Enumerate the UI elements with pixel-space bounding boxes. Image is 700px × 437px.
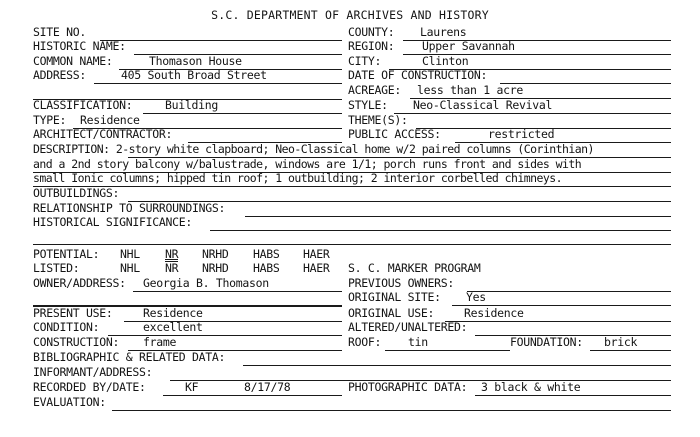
recorded-by-value: KF <box>185 380 199 394</box>
photographic-data-line <box>475 395 671 396</box>
original-site-value: Yes <box>466 290 486 304</box>
style-value: Neo-Classical Revival <box>413 98 553 112</box>
listed-nr <box>165 263 178 275</box>
photographic-data-label: PHOTOGRAPHIC DATA: <box>348 380 468 394</box>
original-site-label: ORIGINAL SITE: <box>348 290 441 304</box>
theme-label: THEME(S): <box>348 113 408 127</box>
listed-nhl: NHL <box>120 261 140 275</box>
present-use-label: PRESENT USE: <box>33 306 113 320</box>
site-no-label: SITE NO. <box>33 25 86 39</box>
listed-label: LISTED: <box>33 261 80 275</box>
recorded-date-value: 8/17/78 <box>244 380 291 394</box>
evaluation-line <box>112 410 671 411</box>
photographic-data-value: 3 black & white <box>481 380 581 394</box>
bibliographic-line <box>243 365 671 366</box>
classification-top-line <box>33 99 342 100</box>
foundation-line <box>590 350 671 351</box>
condition-label: CONDITION: <box>33 320 100 334</box>
description-line-2: and a 2nd story balcony w/balustrade, windows are 1/1; porch runs front and sides with <box>33 157 582 171</box>
condition-value: excellent <box>143 320 203 334</box>
potential-haer: HAER <box>303 247 330 261</box>
owner-address-line <box>133 291 342 292</box>
date-of-construction-line <box>500 83 671 84</box>
description-line-3-rule <box>33 186 671 187</box>
description-label: DESCRIPTION: <box>33 142 110 156</box>
owner-address-value: Georgia B. Thomason <box>143 276 269 290</box>
description-line-3: small Ionic columns; hipped tin roof; 1 outbuilding; 2 interior corbelled chimneys. <box>33 171 563 185</box>
roof-line <box>385 350 510 351</box>
historical-significance-line-2 <box>33 244 671 245</box>
historical-significance-line <box>210 230 671 231</box>
informant-label: INFORMANT/ADDRESS: <box>33 365 153 379</box>
address-label: ADDRESS: <box>33 68 86 82</box>
type-label: TYPE: <box>33 113 67 127</box>
county-label: COUNTY: <box>348 25 395 39</box>
acreage-label: ACREAGE: <box>348 83 401 97</box>
site-no-line <box>100 40 342 41</box>
description-line-1 <box>33 144 693 156</box>
marker-program-label: S. C. MARKER PROGRAM <box>348 261 481 275</box>
listed-haer: HAER <box>303 261 330 275</box>
style-label: STYLE: <box>348 98 388 112</box>
potential-nhl: NHL <box>120 247 140 261</box>
region-value: Upper Savannah <box>422 39 515 53</box>
region-label: REGION: <box>348 39 395 53</box>
outbuildings-label: OUTBUILDINGS: <box>33 186 120 200</box>
address-value: 405 South Broad Street <box>121 68 267 82</box>
foundation-value: brick <box>604 335 638 349</box>
altered-label: ALTERED/UNALTERED: <box>348 320 468 334</box>
listed-nr-text: NR <box>165 261 179 275</box>
classification-line <box>143 113 342 114</box>
county-value: Laurens <box>420 25 467 39</box>
foundation-label: FOUNDATION: <box>510 335 583 349</box>
recorded-by-line <box>163 395 342 396</box>
common-name-value: Thomason House <box>149 54 242 68</box>
classification-label: CLASSIFICATION: <box>33 98 133 112</box>
classification-value: Building <box>165 98 218 112</box>
potential-label: POTENTIAL: <box>33 247 100 261</box>
public-access-label: PUBLIC ACCESS: <box>348 127 441 141</box>
potential-nrhd: NRHD <box>202 247 229 261</box>
listed-nrhd: NRHD <box>202 261 229 275</box>
type-value: Residence <box>80 113 140 127</box>
acreage-value: less than 1 acre <box>417 83 523 97</box>
original-use-value: Residence <box>464 306 524 320</box>
city-value: Clinton <box>422 54 469 68</box>
previous-owners-label: PREVIOUS OWNERS: <box>348 276 454 290</box>
historic-name-label: HISTORIC NAME: <box>33 39 126 53</box>
bibliographic-label: BIBLIOGRAPHIC & RELATED DATA: <box>33 350 226 364</box>
recorded-by-label: RECORDED BY/DATE: <box>33 380 146 394</box>
present-use-value: Residence <box>143 306 203 320</box>
form-title: S.C. DEPARTMENT OF ARCHIVES AND HISTORY <box>211 8 489 22</box>
roof-label: ROOF: <box>348 335 382 349</box>
architect-label: ARCHITECT/CONTRACTOR: <box>33 127 173 141</box>
previous-owners-line <box>467 291 671 292</box>
construction-label: CONSTRUCTION: <box>33 335 120 349</box>
listed-habs: HABS <box>253 261 280 275</box>
address-line <box>94 83 342 84</box>
relationship-label: RELATIONSHIP TO SURROUNDINGS: <box>33 201 226 215</box>
description-text-1: 2-story white clapboard; Neo-Classical home w/2 paired columns (Corinthian) <box>115 142 594 156</box>
roof-value: tin <box>408 335 428 349</box>
date-of-construction-label: DATE OF CONSTRUCTION: <box>348 68 488 82</box>
original-use-line <box>445 321 671 322</box>
public-access-value: restricted <box>488 127 555 141</box>
potential-habs: HABS <box>253 247 280 261</box>
city-label: CITY: <box>348 54 382 68</box>
construction-value: frame <box>143 335 177 349</box>
relationship-line <box>245 216 671 217</box>
original-use-label: ORIGINAL USE: <box>348 306 435 320</box>
evaluation-label: EVALUATION: <box>33 395 106 409</box>
style-line <box>394 113 671 114</box>
potential-nr: NR <box>165 247 179 261</box>
common-name-label: COMMON NAME: <box>33 54 113 68</box>
owner-address-label: OWNER/ADDRESS: <box>33 276 126 290</box>
historical-significance-label: HISTORICAL SIGNIFICANCE: <box>33 215 192 229</box>
